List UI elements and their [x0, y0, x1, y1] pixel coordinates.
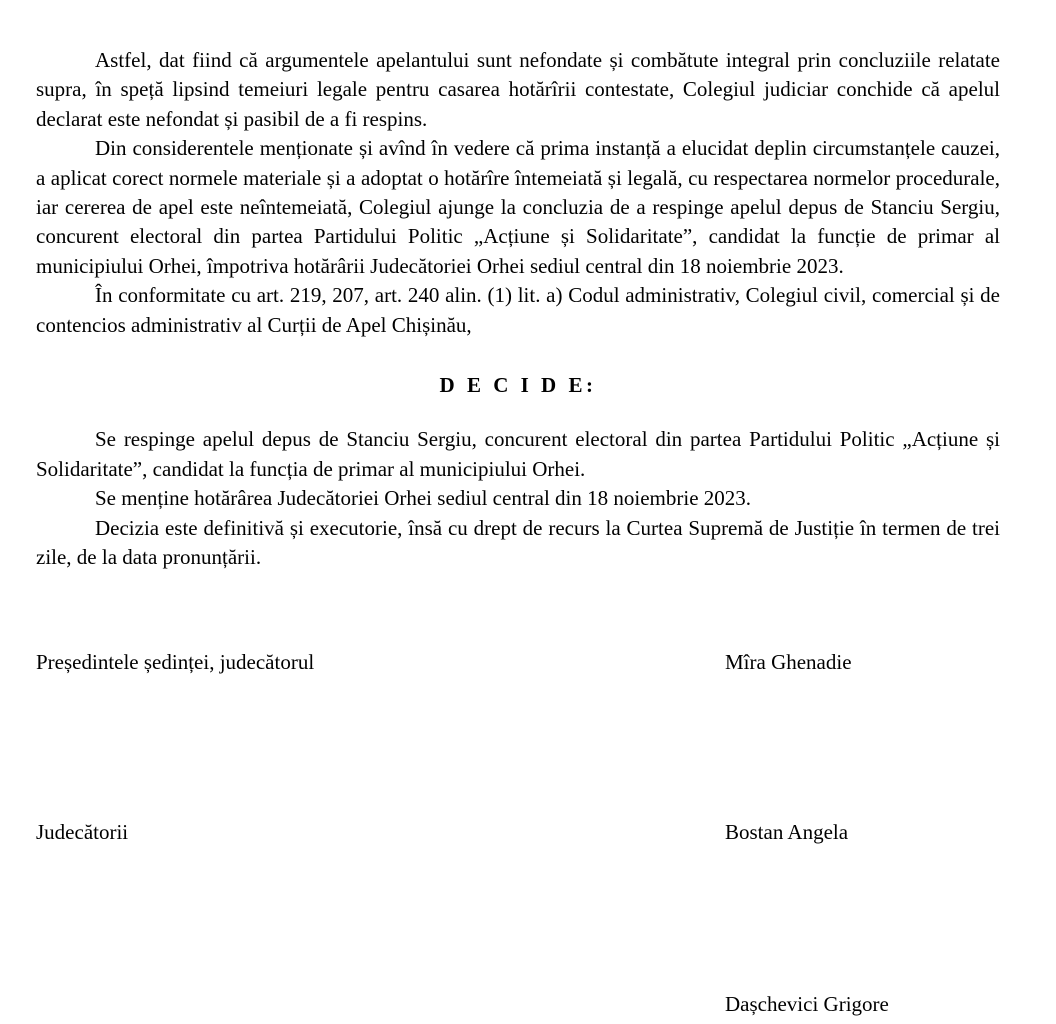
paragraph-reasoning: Din considerentele menționate și avînd în vedere că prima instanță a elucidat deplin circumstanțele cauzei, a aplicat corect normele materiale și a adoptat o hotărîre întemeiată și legală, cu respectarea normelor procedurale, iar cererea de apel este neîntemeiată, Colegiul ajunge la concluzia de a respinge apelul depus de Stanciu Sergiu, concurent electoral din partea Partidului Politic „Acțiune și Solidaritate”, candidat la funcție de primar al municipiului Orhei, împotriva hotărârii Judecătoriei Orhei sediul central din 18 noiembrie 2023.	[36, 136, 1000, 278]
president-label: Președintele ședinței, judecătorul	[36, 650, 315, 674]
judge-name-2: Dașchevici Grigore	[725, 992, 889, 1016]
document-body	[36, 46, 1000, 573]
paragraph-finality: Decizia este definitivă și executorie, însă cu drept de recurs la Curtea Supremă de Justiție în termen de trei zile, de la data pronunțării.	[36, 515, 1000, 570]
decision-heading: D E C I D E:	[439, 373, 597, 398]
paragraph-conclusion: Astfel, dat fiind că argumentele apelantului sunt nefondate și combătute integral prin concluziile relatate supra, în speță lipsind temeiuri legale pentru casarea hotărîrii contestate, Colegiul judiciar conchide că apelul declarat este nefondat și pasibil de a fi respins.	[36, 48, 1000, 131]
president-name: Mîra Ghenadie	[725, 650, 852, 674]
judge-name-1: Bostan Angela	[725, 820, 849, 844]
paragraph-legal-basis: În conformitate cu art. 219, 207, art. 240 alin. (1) lit. a) Codul administrativ, Colegiul civil, comercial și de contencios administrativ al Curții de Apel Chișinău,	[36, 283, 1000, 337]
judges-label: Judecătorii	[36, 820, 129, 844]
paragraph-dismissal: Se respinge apelul depus de Stanciu Sergiu, concurent electoral din partea Partidului Politic „Acțiune și Solidaritate”, candidat la funcția de primar al municipiului Orhei.	[36, 427, 1000, 481]
paragraph-maintained: Se menține hotărârea Judecătoriei Orhei sediul central din 18 noiembrie 2023.	[95, 486, 752, 511]
